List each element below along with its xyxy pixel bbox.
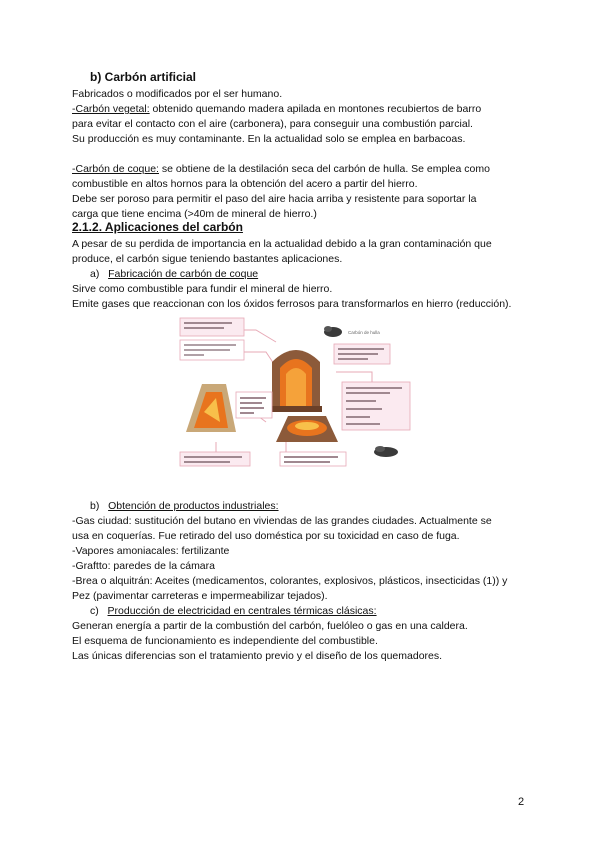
label-box (236, 392, 272, 418)
list-marker: b) (90, 500, 100, 512)
paragraph-line (72, 162, 490, 176)
paragraph-line: Su producción es muy contaminante. En la actualidad solo se emplea en barbacoas. (72, 133, 466, 145)
list-marker: c) (90, 605, 99, 617)
paragraph-line: para evitar el contacto con el aire (carbonera), para conseguir una combustión parcial. (72, 118, 473, 130)
coke-oven (270, 350, 322, 412)
subheading-title: Fabricación de carbón de coque (108, 268, 259, 280)
coke-production-figure (176, 312, 416, 472)
paragraph-line: Emite gases que reaccionan con los óxidos ferrosos para transformarlos en hierro (reducción). (72, 298, 512, 310)
term-definition: obtenido quemando madera apilada en montones recubiertos de barro (149, 103, 482, 115)
subheading-c (90, 604, 377, 618)
term-carbon-de-coque: -Carbón de coque: (72, 163, 159, 175)
paragraph-line: Generan energía a partir de la combustión del carbón, fuelóleo o gas en una caldera. (72, 620, 468, 632)
paragraph-line (72, 102, 481, 116)
label-box (280, 452, 346, 466)
subheading-title: Producción de electricidad en centrales térmicas clásicas: (107, 605, 377, 617)
section-heading-carbon-artificial: b) Carbón artificial (90, 70, 197, 84)
subheading-b (90, 499, 279, 513)
paragraph-line: produce, el carbón sigue teniendo bastantes aplicaciones. (72, 253, 343, 265)
paragraph-line: usa en coquerías. Fue retirado del uso doméstica por su toxicidad en caso de fuga. (72, 530, 460, 542)
paragraph-line: carga que tiene encima (>40m de mineral de hierro.) (72, 208, 317, 220)
paragraph-line: El esquema de funcionamiento es independiente del combustible. (72, 635, 378, 647)
paragraph-line: Fabricados o modificados por el ser humano. (72, 88, 283, 100)
paragraph-line: -Brea o alquitrán: Aceites (medicamentos, colorantes, explosivos, plásticos, insecticidas (1)) y (72, 575, 508, 587)
paragraph-line: Debe ser poroso para permitir el paso del aire hacia arriba y resistente para soportar la (72, 193, 477, 205)
label-box (180, 452, 250, 466)
subheading-title: Obtención de productos industriales: (108, 500, 279, 512)
paragraph-line: -Graftto: paredes de la cámara (72, 560, 215, 572)
term-definition: se obtiene de la destilación seca del carbón de hulla. Se emplea como (158, 163, 490, 175)
paragraph-line: Pez (pavimentar carreteras e impermeabilizar tejados). (72, 590, 328, 602)
section-heading-aplicaciones: 2.1.2. Aplicaciones del carbón (72, 220, 243, 234)
paragraph-line: Sirve como combustible para fundir el mineral de hierro. (72, 283, 333, 295)
term-carbon-vegetal: -Carbón vegetal: (72, 103, 150, 115)
paragraph-line: -Gas ciudad: sustitución del butano en viviendas de las grandes ciudades. Actualmente se (72, 515, 492, 527)
paragraph-line: Las únicas diferencias son el tratamiento previo y el diseño de los quemadores. (72, 650, 443, 662)
paragraph-line: combustible en altos hornos para la obtención del acero a partir del hierro. (72, 178, 418, 190)
label-box (342, 382, 410, 430)
subheading-a (90, 267, 258, 281)
paragraph-line: -Vapores amoniacales: fertilizante (72, 545, 230, 557)
coal-label: Carbón de hulla (348, 330, 380, 335)
page-number: 2 (518, 796, 525, 808)
list-marker: a) (90, 268, 100, 280)
paragraph-line: A pesar de su perdida de importancia en la actualidad debido a la gran contaminación que (72, 238, 492, 250)
